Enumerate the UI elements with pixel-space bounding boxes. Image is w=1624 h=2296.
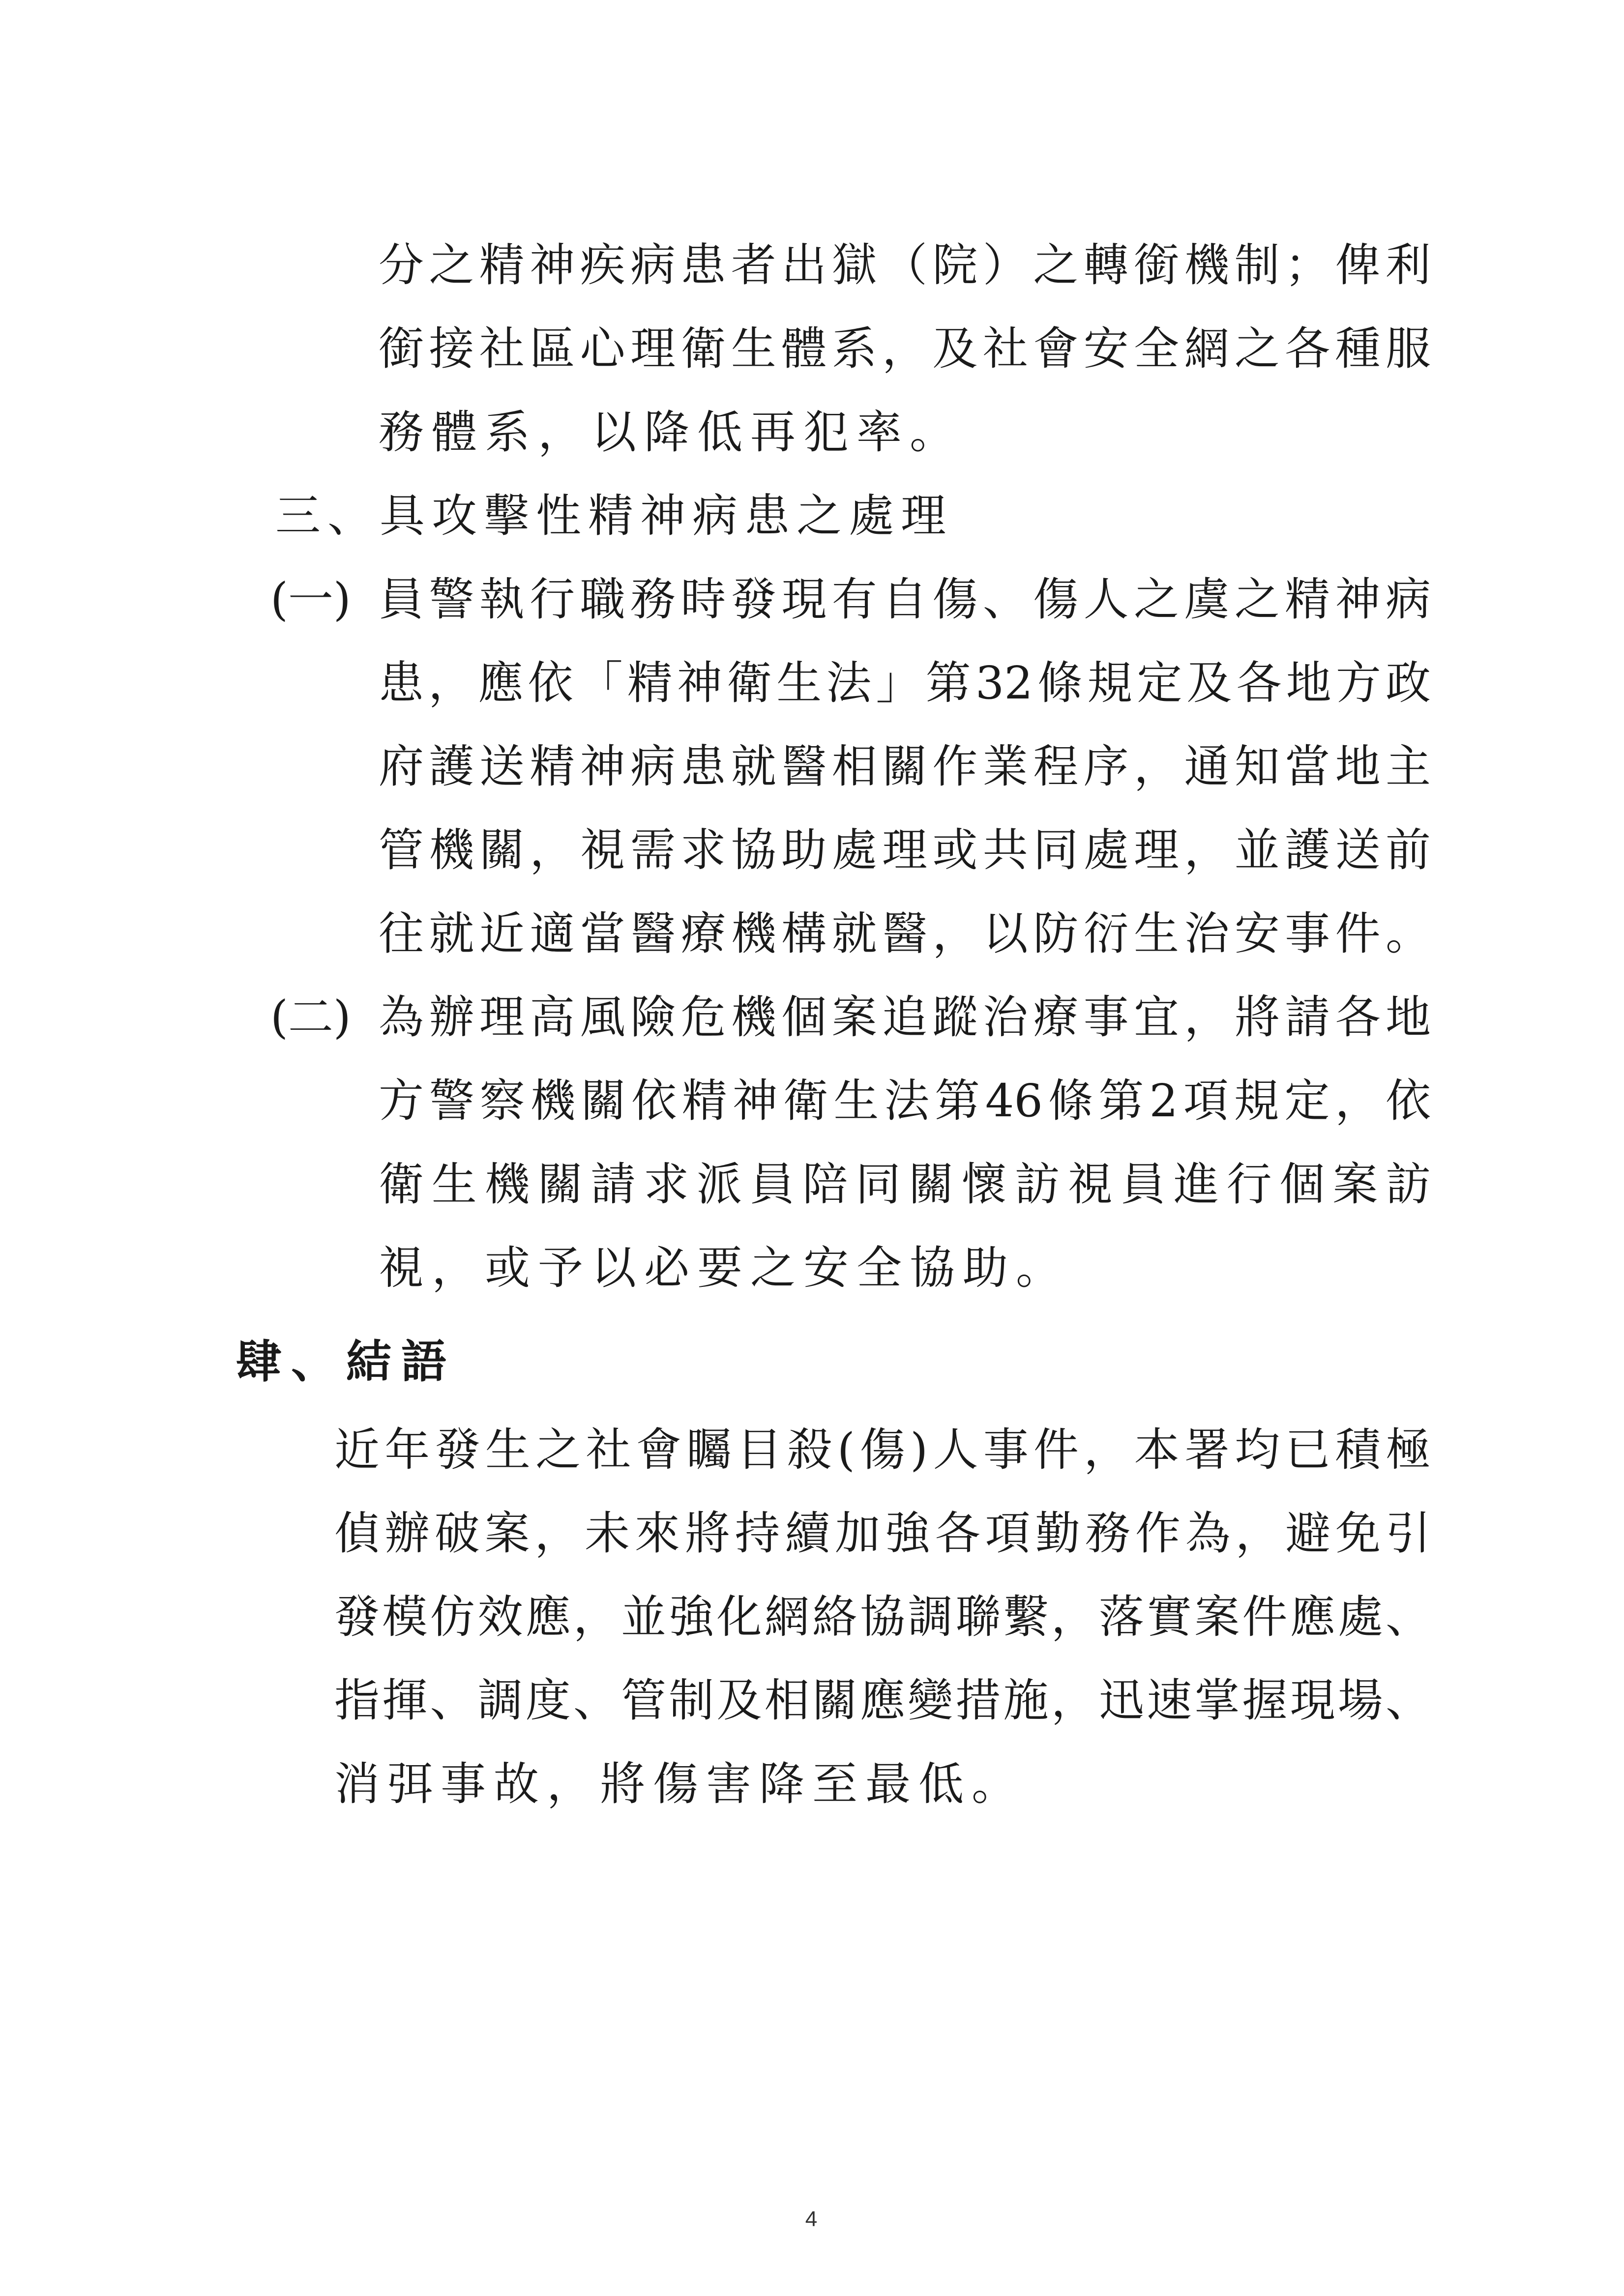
list-item-line: 方警察機關依精神衛生法第46條第2項規定，依 xyxy=(379,1075,1431,1127)
list-item-line: 管機關，視需求協助處理或共同處理，並護送前 xyxy=(379,824,1431,876)
list-marker: (二) xyxy=(270,991,351,1044)
section-heading: 三、具攻擊性精神病患之處理 xyxy=(275,490,953,542)
conclusion-line: 消弭事故，將傷害降至最低。 xyxy=(334,1758,1025,1810)
list-item-line: 員警執行職務時發現有自傷、傷人之虞之精神病 xyxy=(379,573,1431,626)
list-item-line: 患，應依「精神衛生法」第32條規定及各地方政 xyxy=(379,657,1431,709)
conclusion-line: 指揮、調度、管制及相關應變措施，迅速掌握現場、 xyxy=(334,1674,1431,1727)
section-heading: 肆、結語 xyxy=(236,1335,457,1388)
list-item-line: 府護送精神病患就醫相關作業程序，通知當地主 xyxy=(379,740,1431,793)
continuation-line: 銜接社區心理衛生體系，及社會安全網之各種服 xyxy=(379,322,1431,375)
list-item-line: 視，或予以必要之安全協助。 xyxy=(379,1242,1069,1294)
continuation-line: 分之精神疾病患者出獄（院）之轉銜機制；俾利 xyxy=(379,239,1431,291)
list-item-line: 為辦理高風險危機個案追蹤治療事宜，將請各地 xyxy=(379,991,1431,1044)
page-number: 4 xyxy=(805,2207,818,2231)
list-marker: (一) xyxy=(270,573,351,626)
list-item-line: 往就近適當醫療機構就醫，以防衍生治安事件。 xyxy=(379,907,1431,960)
conclusion-line: 偵辦破案，未來將持續加強各項勤務作為，避免引 xyxy=(334,1507,1431,1560)
continuation-line: 務體系，以降低再犯率。 xyxy=(379,406,963,459)
conclusion-line: 近年發生之社會矚目殺(傷)人事件，本署均已積極 xyxy=(334,1424,1431,1476)
list-item-line: 衛生機關請求派員陪同關懷訪視員進行個案訪 xyxy=(379,1158,1431,1211)
conclusion-line: 發模仿效應，並強化網絡協調聯繫，落實案件應處、 xyxy=(334,1591,1431,1643)
